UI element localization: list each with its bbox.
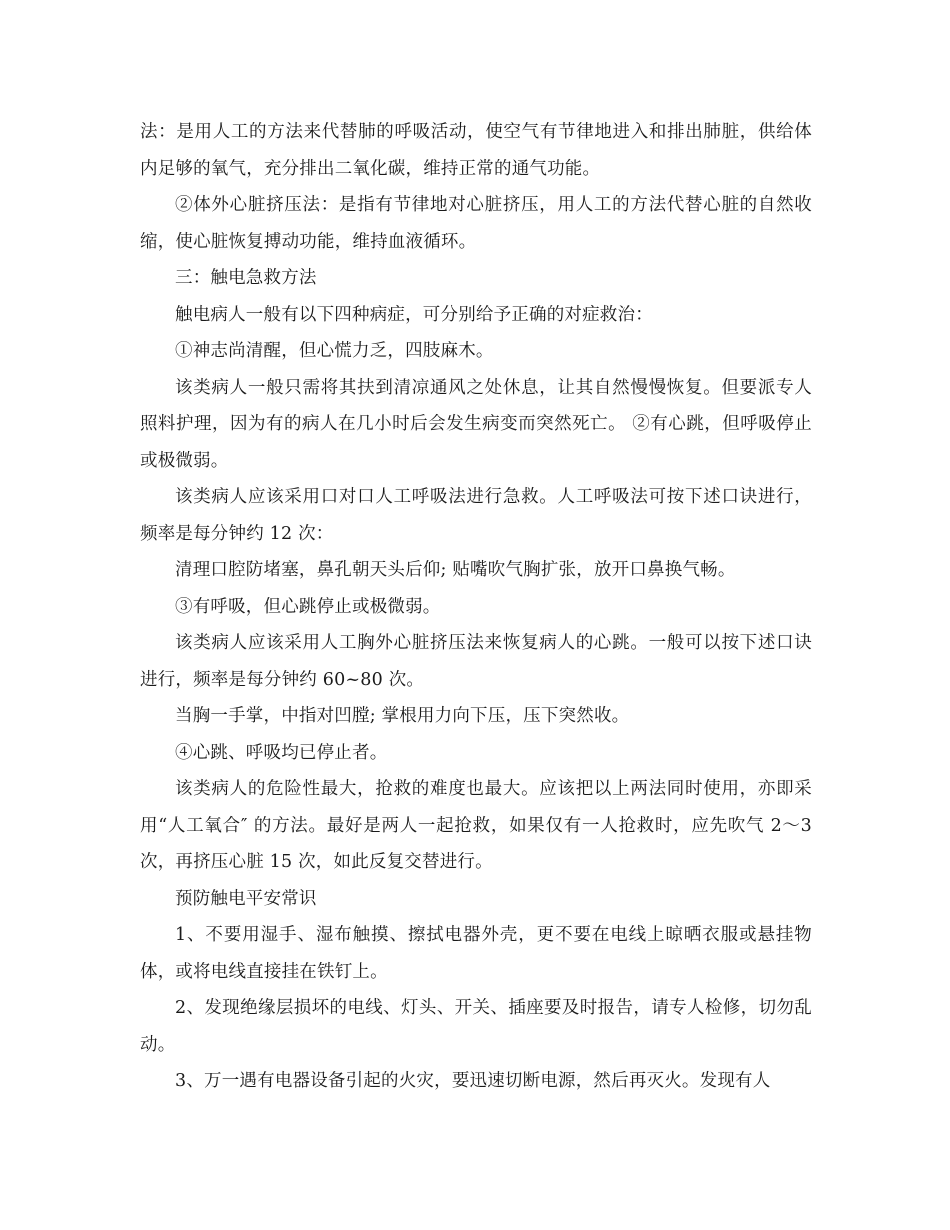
paragraph-case-3: ③有呼吸，但心跳停止或极微弱。 [175,596,441,617]
paragraph-four-symptoms: 触电病人一般有以下四种病症，可分别给予正确的对症救治： [175,304,653,325]
paragraph-case-4: ④心跳、呼吸均已停止者。 [175,742,388,763]
section-heading-first-aid: 三：触电急救方法 [175,268,317,288]
paragraph-prevention-1: 1、不要用湿手、湿布触摸、擦拭电器外壳，更不要在电线上晾晒衣服或悬挂物体，或将电线直接挂在铁钉上。 [140,925,812,982]
paragraph-respiration-method: 法：是用人工的方法来代替肺的呼吸活动，使空气有节律地进入和排出肺脏，供给体内足够的氧气，充分排出二氧化碳，维持正常的通气功能。 [140,122,812,179]
paragraph-case-4-treatment: 该类病人的危险性最大，抢救的难度也最大。应该把以上两法同时使用，亦即采用“人工氧合″ 的方法。最好是两人一起抢救，如果仅有一人抢救时，应先吹气 2～3 次，再挤压心脏 15 次，如此反复交替进行。 [140,779,812,872]
paragraph-case-2-treatment: 该类病人应该采用口对口人工呼吸法进行急救。人工呼吸法可按下述口诀进行，频率是每分钟约 12 次： [140,487,812,544]
paragraph-case-1: ①神志尚清醒，但心慌力乏，四肢麻木。 [175,341,494,361]
paragraph-case-1-treatment: 该类病人一般只需将其扶到清凉通风之处休息，让其自然慢慢恢复。但要派专人照料护理，因为有的病人在几小时后会发生病变而突然死亡。 ②有心跳，但呼吸停止或极微弱。 [140,377,812,471]
paragraph-prevention-3: 3、万一遇有电器设备引起的火灾，要迅速切断电源，然后再灭火。发现有人 [175,1071,771,1091]
paragraph-compression-mnemonic: 当胸一手掌，中指对凹膛; 掌根用力向下压，压下突然收。 [175,706,630,726]
paragraph-breathing-mnemonic: 清理口腔防堵塞，鼻孔朝天头后仰; 贴嘴吹气胸扩张，放开口鼻换气畅。 [175,560,736,580]
paragraph-case-3-treatment: 该类病人应该采用人工胸外心脏挤压法来恢复病人的心跳。一般可以按下述口诀进行，频率是每分钟约 60~80 次。 [140,633,812,690]
document-body [140,114,812,1100]
paragraph-prevention-2: 2、发现绝缘层损坏的电线、灯头、开关、插座要及时报告，请专人检修，切勿乱动。 [140,998,812,1055]
paragraph-chest-compression: ②体外心脏挤压法：是指有节律地对心脏挤压，用人工的方法代替心脏的自然收缩，使心脏恢复搏动功能，维持血液循环。 [140,195,812,252]
section-heading-prevention: 预防触电平安常识 [175,888,317,909]
